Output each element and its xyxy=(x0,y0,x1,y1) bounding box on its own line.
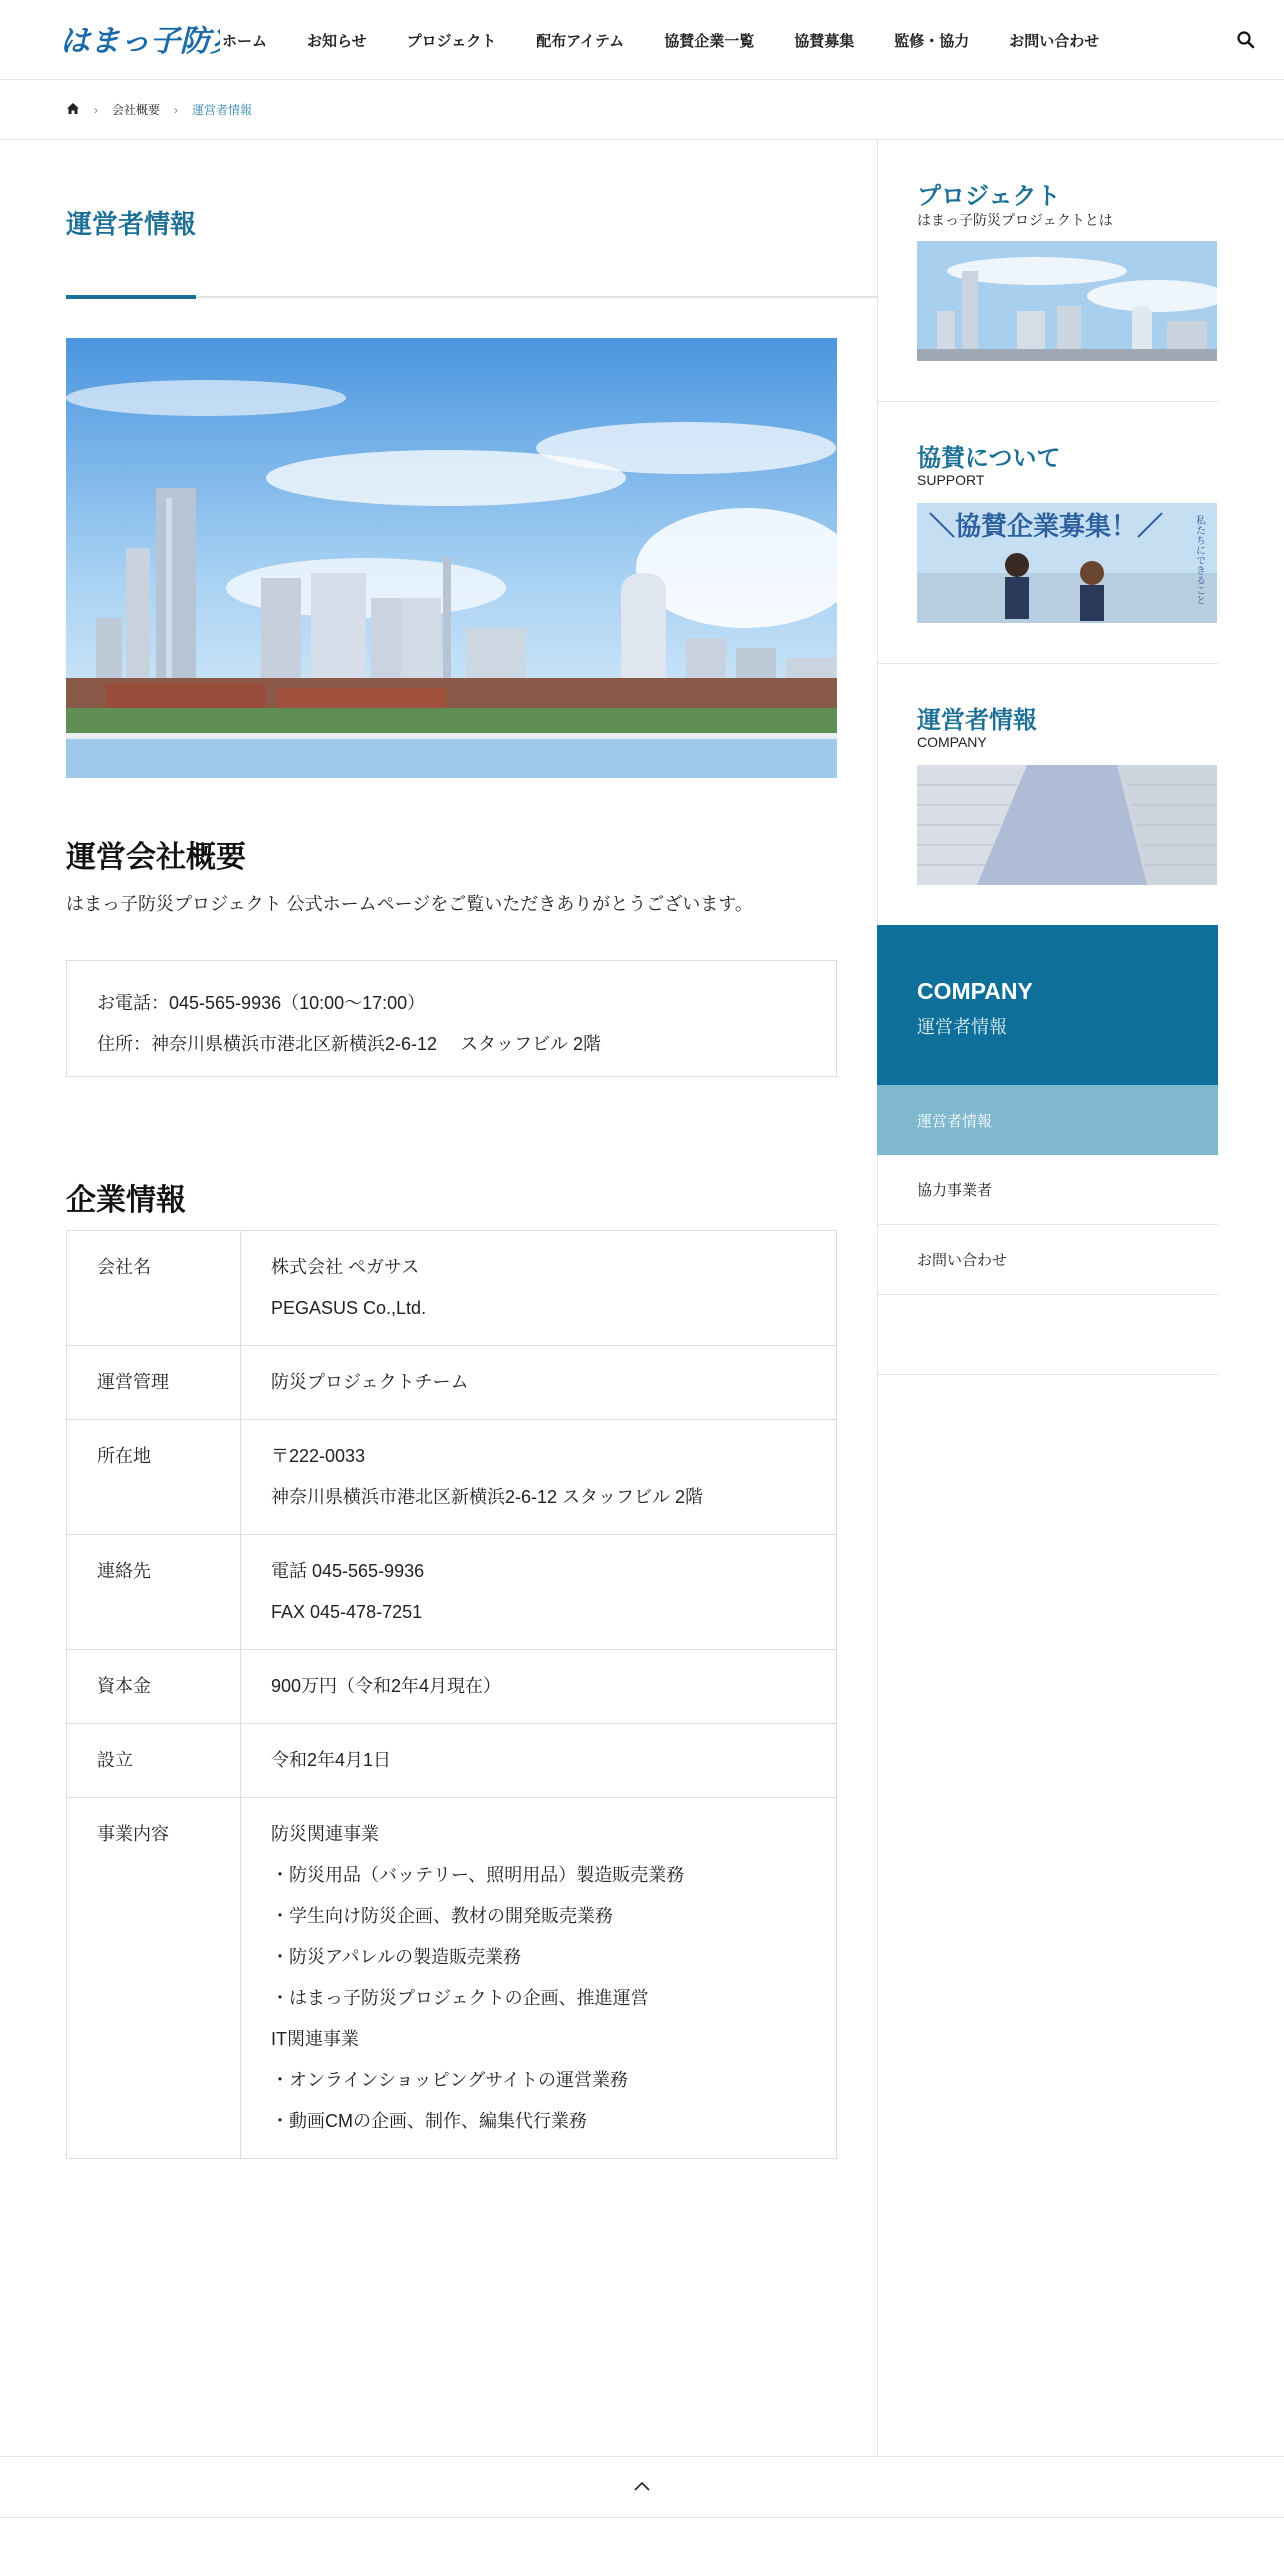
table-value-line: ・オンラインショッピングサイトの運営業務 xyxy=(271,2070,629,2090)
company-box-title: COMPANY xyxy=(917,978,1033,1004)
company-nav-header xyxy=(877,925,1218,1085)
widget-title[interactable]: 運営者情報 xyxy=(917,707,1037,734)
home-icon[interactable] xyxy=(66,102,80,118)
table-row-label xyxy=(67,1231,241,1346)
table-row-label xyxy=(67,1535,241,1650)
table-row xyxy=(67,1420,837,1535)
title-divider-accent xyxy=(66,295,196,299)
table-label-text: 会社名 xyxy=(97,1257,151,1277)
sidebar-widget-project[interactable] xyxy=(878,140,1218,402)
table-row-value xyxy=(241,1231,837,1346)
table-row-value xyxy=(241,1535,837,1650)
search-icon[interactable] xyxy=(1236,30,1256,50)
breadcrumb xyxy=(0,80,1284,140)
table-value-line: 電話 045-565-9936 xyxy=(271,1561,425,1581)
table-row-value xyxy=(241,1724,837,1798)
table-value-line: 神奈川県横浜市港北区新横浜2-6-12 スタッフビル 2階 xyxy=(271,1487,704,1507)
widget-image-project[interactable] xyxy=(917,241,1217,361)
table-row-value xyxy=(241,1420,837,1535)
table-row-label xyxy=(67,1420,241,1535)
intro-text: はまっ子防災プロジェクト 公式ホームページをご覧いただきありがとうございます。 xyxy=(66,894,753,914)
global-nav xyxy=(222,0,1139,80)
sidebar-widget-company[interactable] xyxy=(878,664,1218,926)
table-row-value xyxy=(241,1650,837,1724)
nav-items[interactable]: 配布アイテム xyxy=(536,32,625,50)
table-value-line: 株式会社 ペガサス xyxy=(271,1257,420,1277)
table-row xyxy=(67,1231,837,1346)
breadcrumb-parent[interactable]: 会社概要 xyxy=(112,103,161,117)
table-row xyxy=(67,1798,837,2159)
contact-phone: お電話：045-565-9936（10:00〜17:00） xyxy=(97,993,426,1013)
table-label-text: 設立 xyxy=(97,1750,133,1770)
contact-address: 住所：神奈川県横浜市港北区新横浜2-6-12 スタッフビル 2階 xyxy=(97,1034,602,1054)
table-label-text: 事業内容 xyxy=(97,1824,169,1844)
banner-text: ＼協賛企業募集！／ xyxy=(929,511,1164,541)
table-label-text: 運営管理 xyxy=(97,1372,169,1392)
table-row xyxy=(67,1724,837,1798)
table-row-label xyxy=(67,1346,241,1420)
site-logo[interactable] xyxy=(60,22,220,58)
nav-project[interactable]: プロジェクト xyxy=(406,32,497,50)
widget-title[interactable]: プロジェクト xyxy=(917,183,1061,210)
chevron-right-icon: › xyxy=(174,102,179,117)
company-info-table xyxy=(66,1230,837,2159)
table-value-line: IT関連事業 xyxy=(271,2029,359,2049)
table-value-line: 防災関連事業 xyxy=(271,1824,379,1844)
table-row-value xyxy=(241,1798,837,2159)
widget-image-company[interactable] xyxy=(917,765,1217,885)
widget-subtitle: はまっ子防災プロジェクトとは xyxy=(917,212,1113,228)
table-row-label xyxy=(67,1724,241,1798)
nav-supervision[interactable]: 監修・協力 xyxy=(894,32,970,50)
side-menu-operator[interactable]: 運営者情報 xyxy=(877,1085,1218,1155)
contact-box xyxy=(66,960,837,1077)
sidebar-spacer xyxy=(877,1295,1218,1375)
banner-side-text: 私たちにできること xyxy=(1193,515,1205,605)
site-header xyxy=(0,0,1284,80)
table-value-line: ・はまっ子防災プロジェクトの企画、推進運営 xyxy=(271,1988,649,2008)
table-value-line: ・防災アパレルの製造販売業務 xyxy=(271,1947,522,1967)
widget-image-support[interactable] xyxy=(917,503,1217,623)
section-heading-company: 企業情報 xyxy=(66,1184,186,1217)
table-value-line: ・動画CMの企画、制作、編集代行業務 xyxy=(271,2111,587,2131)
table-row xyxy=(67,1346,837,1420)
widget-subtitle: SUPPORT xyxy=(917,472,985,488)
widget-subtitle: COMPANY xyxy=(917,734,987,750)
table-label-text: 所在地 xyxy=(97,1446,151,1466)
chevron-up-icon xyxy=(633,2478,651,2496)
table-value-line: 900万円（令和2年4月現在） xyxy=(271,1676,502,1696)
table-label-text: 連絡先 xyxy=(97,1561,151,1581)
table-row-label xyxy=(67,1798,241,2159)
nav-contact[interactable]: お問い合わせ xyxy=(1009,32,1100,50)
table-row xyxy=(67,1535,837,1650)
company-side-menu xyxy=(877,1085,1218,1295)
company-box-subtitle: 運営者情報 xyxy=(917,1017,1007,1037)
table-row xyxy=(67,1650,837,1724)
table-value-line: 〒222-0033 xyxy=(271,1446,366,1466)
table-row-value xyxy=(241,1346,837,1420)
table-value-line: ・学生向け防災企画、教材の開発販売業務 xyxy=(271,1906,613,1926)
page-title: 運営者情報 xyxy=(66,209,197,239)
table-value-line: FAX 045-478-7251 xyxy=(271,1602,423,1622)
page-top-button[interactable] xyxy=(0,2456,1284,2518)
breadcrumb-current: 運営者情報 xyxy=(192,103,253,117)
table-label-text: 資本金 xyxy=(97,1676,151,1696)
chevron-right-icon: › xyxy=(94,102,98,117)
table-value-line: PEGASUS Co.,Ltd. xyxy=(271,1298,427,1318)
table-row-label xyxy=(67,1650,241,1724)
side-menu-partners[interactable]: 協力事業者 xyxy=(877,1155,1218,1225)
hero-image xyxy=(66,338,837,778)
table-value-line: 防災プロジェクトチーム xyxy=(271,1372,469,1392)
table-value-line: 令和2年4月1日 xyxy=(271,1750,392,1770)
sidebar-widget-support[interactable] xyxy=(878,402,1218,664)
section-heading-overview: 運営会社概要 xyxy=(66,841,246,874)
nav-news[interactable]: お知らせ xyxy=(307,32,367,50)
nav-home[interactable]: ホーム xyxy=(222,32,268,50)
nav-sponsors[interactable]: 協賛企業一覧 xyxy=(664,32,755,50)
side-menu-contact[interactable]: お問い合わせ xyxy=(877,1225,1218,1295)
table-value-line: ・防災用品（バッテリー、照明用品）製造販売業務 xyxy=(271,1865,685,1885)
logo-text: はまっ子防 xyxy=(60,25,210,58)
nav-recruit[interactable]: 協賛募集 xyxy=(794,32,855,50)
widget-title[interactable]: 協賛について xyxy=(917,445,1061,472)
